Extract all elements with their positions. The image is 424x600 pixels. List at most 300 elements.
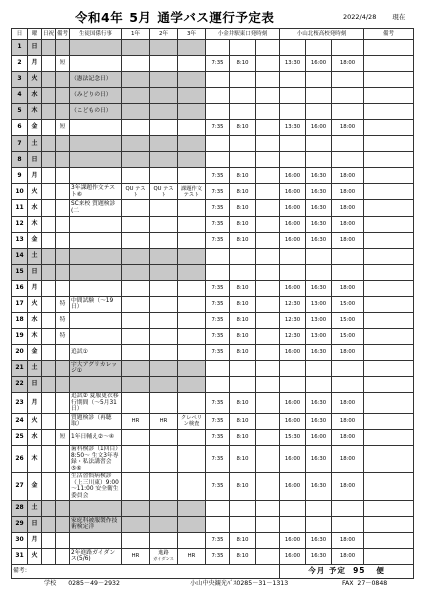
weekday: 火 (28, 548, 42, 564)
school-departure-2 (306, 88, 332, 104)
event-text: 追試② 夏服更衣移行期間（～5月31日） (70, 393, 122, 414)
notes-cell (364, 516, 414, 532)
grade3-event (178, 429, 206, 445)
grade1-event (122, 312, 150, 328)
day-row (12, 500, 414, 516)
station-departure-1 (206, 516, 230, 532)
day-number: 25 (12, 429, 28, 445)
station-departure-1: 7:35 (206, 56, 230, 72)
school-departure-2 (306, 500, 332, 516)
school-departure-1: 16:00 (280, 445, 306, 472)
event-text: 宇大アグリカレッジ① (70, 360, 122, 376)
schedule-flag (56, 360, 70, 376)
schedule-flag (56, 216, 70, 232)
school-departure-1: 13:30 (280, 56, 306, 72)
school-departure-2: 16:30 (306, 548, 332, 564)
station-departure-2: 8:10 (230, 473, 256, 500)
grade3-event (178, 532, 206, 548)
weekday: 金 (28, 473, 42, 500)
grade2-event (150, 72, 178, 88)
grade3-event (178, 200, 206, 216)
notes-cell (364, 184, 414, 200)
school-departure-1: 16:00 (280, 232, 306, 248)
station-departure-2: 8:10 (230, 184, 256, 200)
station-departure-3 (256, 200, 280, 216)
weekday: 土 (28, 136, 42, 152)
schedule-flag: 特 (56, 312, 70, 328)
weekday: 木 (28, 216, 42, 232)
grade1-event (122, 429, 150, 445)
schedule-flag (56, 136, 70, 152)
schedule-flag (56, 500, 70, 516)
grade2-event (150, 413, 178, 429)
school-departure-1: 15:30 (280, 429, 306, 445)
day-row (12, 72, 414, 88)
grade2-event (150, 168, 178, 184)
station-departure-2: 8:10 (230, 312, 256, 328)
school-departure-3 (332, 376, 364, 392)
grade2-event (150, 393, 178, 414)
grade3-event: クレペリン検査 (178, 413, 206, 429)
school-departure-3 (332, 40, 364, 56)
event-text (70, 120, 122, 136)
event-text: SC来校 質題検診(二 (70, 200, 122, 216)
total-value: 95 (353, 566, 366, 576)
schedule-flag (56, 152, 70, 168)
grade3-event (178, 88, 206, 104)
day-number: 17 (12, 296, 28, 312)
sunday-holiday-cell (42, 248, 56, 264)
event-text (70, 376, 122, 392)
school-departure-2: 16:00 (306, 429, 332, 445)
grade3-event (178, 120, 206, 136)
school-departure-2 (306, 152, 332, 168)
weekday: 月 (28, 168, 42, 184)
station-departure-2: 8:10 (230, 328, 256, 344)
school-departure-3: 15:00 (332, 312, 364, 328)
sunday-holiday-cell (42, 280, 56, 296)
grade1-event (122, 280, 150, 296)
day-number: 28 (12, 500, 28, 516)
station-departure-3 (256, 264, 280, 280)
school-departure-3: 18:00 (332, 216, 364, 232)
school-departure-2: 16:30 (306, 344, 332, 360)
grade2-event (150, 120, 178, 136)
day-row (12, 232, 414, 248)
notes-cell (364, 344, 414, 360)
day-row (12, 445, 414, 472)
school-departure-1 (280, 40, 306, 56)
school-departure-3 (332, 360, 364, 376)
grade3-event: HR (178, 548, 206, 564)
station-departure-2 (230, 516, 256, 532)
day-row (12, 473, 414, 500)
day-row (12, 216, 414, 232)
event-text: （みどりの日） (70, 88, 122, 104)
grade2-event (150, 184, 178, 200)
grade2-event-text: QU テスト (153, 185, 174, 198)
school-departure-3 (332, 500, 364, 516)
grade1-event: HR (122, 548, 150, 564)
school-departure-1: 16:00 (280, 216, 306, 232)
sunday-holiday-cell (42, 184, 56, 200)
event-text: 1年日輔え②～④ (70, 429, 122, 445)
day-number: 9 (12, 168, 28, 184)
header-weekday: 曜 (28, 29, 42, 40)
fax-label: FAX (342, 580, 354, 587)
day-number: 10 (12, 184, 28, 200)
station-departure-3 (256, 429, 280, 445)
header-grade-3: 3年 (178, 29, 206, 40)
grade2-event (150, 152, 178, 168)
station-departure-3 (256, 248, 280, 264)
grade2-event (150, 429, 178, 445)
school-departure-1: 16:00 (280, 184, 306, 200)
notes-cell (364, 532, 414, 548)
grade1-event (122, 532, 150, 548)
event-text: 家庭科被服製作技術検定洋 (70, 516, 122, 532)
event-text: （こどもの日） (70, 104, 122, 120)
notes-cell (364, 413, 414, 429)
grade1-event (122, 72, 150, 88)
grade1-event (122, 56, 150, 72)
event-text (70, 264, 122, 280)
day-row (12, 120, 414, 136)
day-number: 5 (12, 104, 28, 120)
school-departure-2 (306, 376, 332, 392)
weekday: 金 (28, 344, 42, 360)
weekday: 木 (28, 445, 42, 472)
day-number: 1 (12, 40, 28, 56)
notes-cell (364, 168, 414, 184)
grade1-event (122, 40, 150, 56)
station-departure-2 (230, 264, 256, 280)
grade3-event (178, 152, 206, 168)
day-number: 7 (12, 136, 28, 152)
sunday-holiday-cell (42, 445, 56, 472)
weekday: 日 (28, 376, 42, 392)
school-departure-2: 16:00 (306, 120, 332, 136)
event-text: 2年進路ガイダンス(5/6) (70, 548, 122, 564)
station-departure-3 (256, 56, 280, 72)
schedule-flag (56, 264, 70, 280)
schedule-flag: 短 (56, 429, 70, 445)
grade3-event (178, 72, 206, 88)
schedule-table (11, 28, 414, 579)
school-departure-1 (280, 376, 306, 392)
event-text (70, 280, 122, 296)
school-departure-2: 16:30 (306, 532, 332, 548)
weekday: 火 (28, 72, 42, 88)
school-departure-2: 13:00 (306, 312, 332, 328)
grade1-event: HR (122, 413, 150, 429)
grade1-event (122, 104, 150, 120)
station-departure-2 (230, 136, 256, 152)
day-row (12, 393, 414, 414)
grade1-event (122, 445, 150, 472)
grade1-event (122, 500, 150, 516)
schedule-flag (56, 473, 70, 500)
grade1-event (122, 136, 150, 152)
day-number: 24 (12, 413, 28, 429)
grade2-event (150, 473, 178, 500)
event-text (70, 152, 122, 168)
notes-cell (364, 548, 414, 564)
station-departure-3 (256, 72, 280, 88)
station-departure-1 (206, 104, 230, 120)
event-text: 追試① (70, 344, 122, 360)
schedule-flag (56, 168, 70, 184)
school-tel: 0285－49－2932 (68, 580, 120, 587)
weekday: 木 (28, 328, 42, 344)
bus-label: 小山中央観光ﾊﾞｽ (190, 580, 237, 587)
station-departure-1: 7:35 (206, 296, 230, 312)
school-departure-1: 16:00 (280, 473, 306, 500)
school-departure-3: 18:00 (332, 120, 364, 136)
grade1-event (122, 344, 150, 360)
schedule-flag (56, 413, 70, 429)
notes-cell (364, 473, 414, 500)
day-row (12, 344, 414, 360)
station-departure-3 (256, 516, 280, 532)
notes-cell (364, 216, 414, 232)
grade1-event (122, 168, 150, 184)
grade2-event (150, 532, 178, 548)
station-departure-2: 8:10 (230, 280, 256, 296)
station-departure-2: 8:10 (230, 429, 256, 445)
grade3-event (178, 328, 206, 344)
grade3-event (178, 248, 206, 264)
notes-cell (364, 264, 414, 280)
grade1-event: QU テスト (122, 184, 150, 200)
day-number: 11 (12, 200, 28, 216)
station-departure-1: 7:35 (206, 120, 230, 136)
day-row (12, 328, 414, 344)
grade2-event (150, 376, 178, 392)
grade3-event (178, 232, 206, 248)
school-departure-3: 18:00 (332, 200, 364, 216)
school-departure-1 (280, 360, 306, 376)
footer-row (12, 564, 414, 578)
grade2-event (150, 445, 178, 472)
sunday-holiday-cell (42, 429, 56, 445)
schedule-flag: 短 (56, 56, 70, 72)
station-departure-2: 8:10 (230, 393, 256, 414)
station-departure-1 (206, 88, 230, 104)
weekday: 火 (28, 296, 42, 312)
sunday-holiday-cell (42, 328, 56, 344)
station-departure-2 (230, 376, 256, 392)
day-row (12, 88, 414, 104)
school-departure-2: 13:00 (306, 296, 332, 312)
school-departure-2: 16:30 (306, 473, 332, 500)
event-text (70, 312, 122, 328)
weekday: 日 (28, 516, 42, 532)
grade2-event (150, 136, 178, 152)
grade1-event (122, 152, 150, 168)
school-departure-3: 18:00 (332, 168, 364, 184)
grade2-event (150, 40, 178, 56)
schedule-flag (56, 88, 70, 104)
day-row (12, 429, 414, 445)
school-departure-2: 16:00 (306, 56, 332, 72)
day-row (12, 360, 414, 376)
weekday: 日 (28, 40, 42, 56)
school-departure-1: 16:00 (280, 393, 306, 414)
total-label: 今月 予定 (308, 566, 346, 576)
notes-cell (364, 72, 414, 88)
notes-cell (364, 500, 414, 516)
station-departure-3 (256, 184, 280, 200)
weekday: 土 (28, 360, 42, 376)
header-staff: 生徒国係行事 (70, 29, 122, 40)
station-departure-1 (206, 72, 230, 88)
grade3-event (178, 136, 206, 152)
grade2-event (150, 248, 178, 264)
notes-cell (364, 280, 414, 296)
day-number: 19 (12, 328, 28, 344)
station-departure-1: 7:35 (206, 232, 230, 248)
school-departure-2: 16:30 (306, 413, 332, 429)
header-school: 小山北桜高校発時刻 (280, 29, 364, 40)
day-row (12, 532, 414, 548)
notes-cell (364, 393, 414, 414)
schedule-flag: 特 (56, 328, 70, 344)
weekday: 月 (28, 532, 42, 548)
station-departure-2: 8:10 (230, 168, 256, 184)
school-departure-1 (280, 136, 306, 152)
station-departure-1: 7:35 (206, 216, 230, 232)
school-departure-2 (306, 248, 332, 264)
school-departure-2: 16:30 (306, 445, 332, 472)
sunday-holiday-cell (42, 393, 56, 414)
event-text (70, 232, 122, 248)
school-departure-1: 16:00 (280, 280, 306, 296)
notes-cell (364, 360, 414, 376)
station-departure-1: 7:35 (206, 413, 230, 429)
station-departure-1: 7:35 (206, 184, 230, 200)
grade3-event (178, 393, 206, 414)
station-departure-2: 8:10 (230, 548, 256, 564)
grade3-event (178, 216, 206, 232)
sunday-holiday-cell (42, 376, 56, 392)
station-departure-1 (206, 264, 230, 280)
grade3-event (178, 104, 206, 120)
day-row (12, 56, 414, 72)
notes-cell (364, 429, 414, 445)
school-departure-1: 12:30 (280, 328, 306, 344)
header-row (12, 29, 414, 40)
station-departure-1: 7:35 (206, 168, 230, 184)
grade2-event (150, 56, 178, 72)
school-departure-3: 18:00 (332, 413, 364, 429)
header-grade-2: 2年 (150, 29, 178, 40)
school-departure-2 (306, 136, 332, 152)
station-departure-2 (230, 72, 256, 88)
station-departure-2 (230, 248, 256, 264)
day-number: 31 (12, 548, 28, 564)
grade3-event (178, 473, 206, 500)
contact-fax (342, 578, 387, 587)
schedule-flag (56, 445, 70, 472)
schedule-flag (56, 200, 70, 216)
school-departure-3: 15:00 (332, 328, 364, 344)
grade1-event (122, 88, 150, 104)
weekday: 水 (28, 312, 42, 328)
grade1-event (122, 296, 150, 312)
school-departure-2: 16:30 (306, 168, 332, 184)
school-departure-1: 12:30 (280, 296, 306, 312)
station-departure-2 (230, 500, 256, 516)
sunday-holiday-cell (42, 56, 56, 72)
grade1-event (122, 264, 150, 280)
station-departure-3 (256, 168, 280, 184)
station-departure-2 (230, 40, 256, 56)
school-departure-3: 18:00 (332, 232, 364, 248)
event-text (70, 500, 122, 516)
school-departure-3 (332, 88, 364, 104)
school-departure-3 (332, 136, 364, 152)
grade2-event (150, 88, 178, 104)
station-departure-1: 7:35 (206, 344, 230, 360)
school-departure-3 (332, 152, 364, 168)
school-departure-2: 16:30 (306, 393, 332, 414)
notes-cell (364, 40, 414, 56)
notes-cell (364, 248, 414, 264)
weekday: 木 (28, 104, 42, 120)
header-grade-1: 1年 (122, 29, 150, 40)
as-of-label: 現在 (392, 13, 406, 21)
station-departure-1 (206, 360, 230, 376)
contact-bus (190, 578, 288, 587)
station-departure-3 (256, 296, 280, 312)
grade3-event (178, 168, 206, 184)
day-number: 14 (12, 248, 28, 264)
school-departure-3: 18:00 (332, 56, 364, 72)
schedule-flag (56, 72, 70, 88)
sunday-holiday-cell (42, 120, 56, 136)
day-number: 3 (12, 72, 28, 88)
day-number: 26 (12, 445, 28, 472)
schedule-flag (56, 376, 70, 392)
header-day: 日 (12, 29, 28, 40)
school-departure-2: 16:30 (306, 184, 332, 200)
school-departure-3: 18:00 (332, 473, 364, 500)
notes-cell (364, 296, 414, 312)
sunday-holiday-cell (42, 532, 56, 548)
school-departure-1 (280, 104, 306, 120)
weekday: 金 (28, 232, 42, 248)
school-departure-3: 18:00 (332, 344, 364, 360)
station-departure-3 (256, 104, 280, 120)
day-row (12, 312, 414, 328)
title-era-year: 令和4年 (75, 10, 124, 25)
school-departure-3 (332, 104, 364, 120)
day-row (12, 280, 414, 296)
day-row (12, 264, 414, 280)
sunday-holiday-cell (42, 216, 56, 232)
school-departure-2 (306, 40, 332, 56)
school-departure-1: 16:00 (280, 200, 306, 216)
day-row (12, 184, 414, 200)
station-departure-1 (206, 248, 230, 264)
schedule-flag (56, 516, 70, 532)
bus-tel: 0285－31－1313 (236, 580, 289, 587)
date-value: 2022/4/28 (343, 13, 377, 21)
station-departure-2 (230, 104, 256, 120)
weekday: 日 (28, 264, 42, 280)
station-departure-3 (256, 548, 280, 564)
